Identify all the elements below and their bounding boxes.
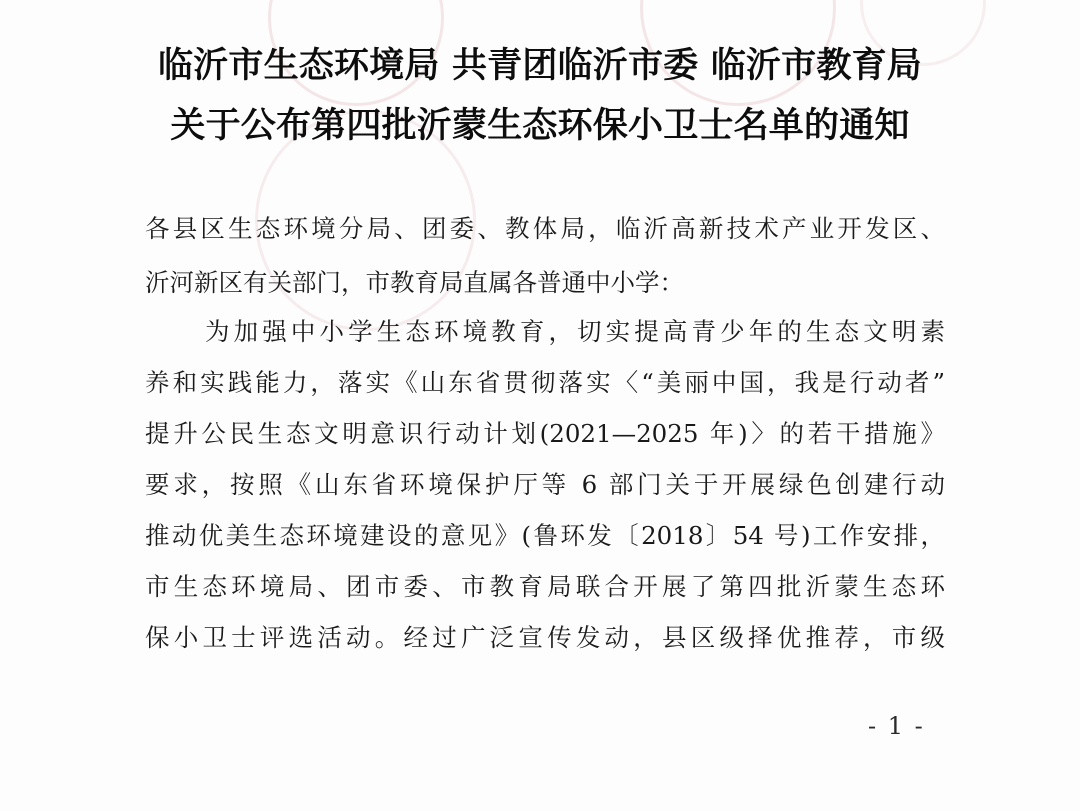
page-number: - 1 - <box>868 712 925 740</box>
body-line: 推动优美生态环境建设的意见》(鲁环发〔2018〕54 号)工作安排， <box>145 521 945 550</box>
body-line: 提升公民生态文明意识行动计划(2021—2025 年)〉的若干措施》 <box>145 419 945 448</box>
document-title-line-2: 关于公布第四批沂蒙生态环保小卫士名单的通知 <box>170 105 910 146</box>
body-line: 为加强中小学生态环境教育，切实提高青少年的生态文明素 <box>205 317 945 346</box>
body-line: 市生态环境局、团市委、市教育局联合开展了第四批沂蒙生态环 <box>145 572 945 601</box>
body-line: 保小卫士评选活动。经过广泛宣传发动，县区级择优推荐，市级 <box>145 623 945 652</box>
document-title-line-1: 临沂市生态环境局 共青团临沂市委 临沂市教育局 <box>158 45 922 86</box>
body-line: 养和实践能力，落实《山东省贯彻落实〈“美丽中国，我是行动者” <box>145 368 945 397</box>
recipients-line: 沂河新区有关部门，市教育局直属各普通中小学： <box>145 268 684 297</box>
recipients-line: 各县区生态环境分局、团委、教体局，临沂高新技术产业开发区、 <box>145 214 945 243</box>
body-line: 要求，按照《山东省环境保护厅等 6 部门关于开展绿色创建行动 <box>145 470 945 499</box>
